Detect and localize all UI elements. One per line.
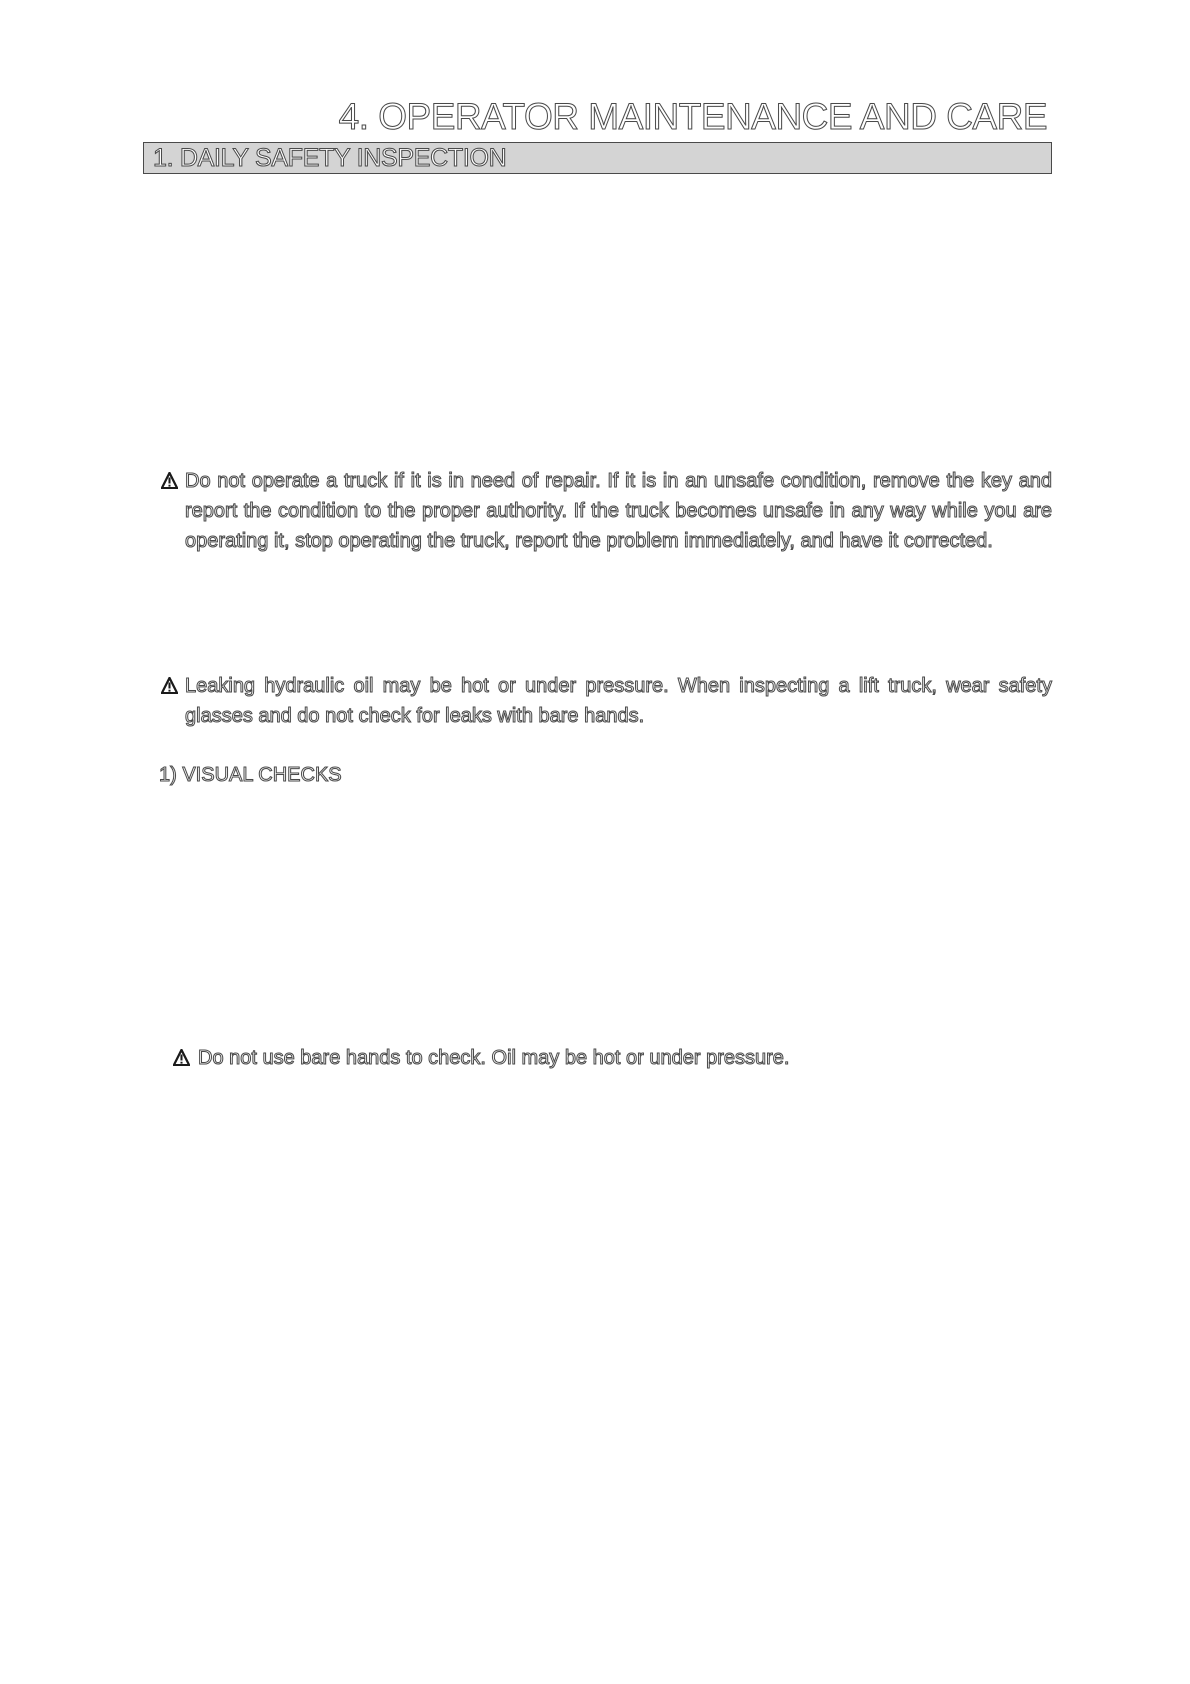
- warning-text-hydraulic: Leaking hydraulic oil may be hot or under pressure. When inspecting a lift truck, wear safety glasses and do not check for leaks with bare hands.: [185, 675, 1052, 727]
- warning-triangle-icon: [161, 472, 178, 489]
- warning-block-bare-hands: [171, 1043, 1052, 1073]
- warning-text-bare-hands: Do not use bare hands to check. Oil may be hot or under pressure.: [198, 1047, 790, 1069]
- subsection-title: 1) VISUAL CHECKS: [159, 764, 342, 786]
- section-title: 1. DAILY SAFETY INSPECTION: [153, 144, 507, 172]
- warning-text-repair: Do not operate a truck if it is in need of repair. If it is in an unsafe condition, remove the key and report the condition to the proper authority. If the truck becomes unsafe in any way while you are operating it, stop operating the truck, report the problem immediately, and have it corrected.: [185, 470, 1052, 552]
- warning-triangle-icon: [161, 677, 178, 694]
- warning-triangle-icon: [173, 1049, 190, 1066]
- section-header-bar: [143, 142, 1052, 174]
- warning-block-repair: [159, 466, 1052, 556]
- page-title: 4. OPERATOR MAINTENANCE AND CARE: [338, 96, 1047, 137]
- warning-block-hydraulic: [159, 671, 1052, 731]
